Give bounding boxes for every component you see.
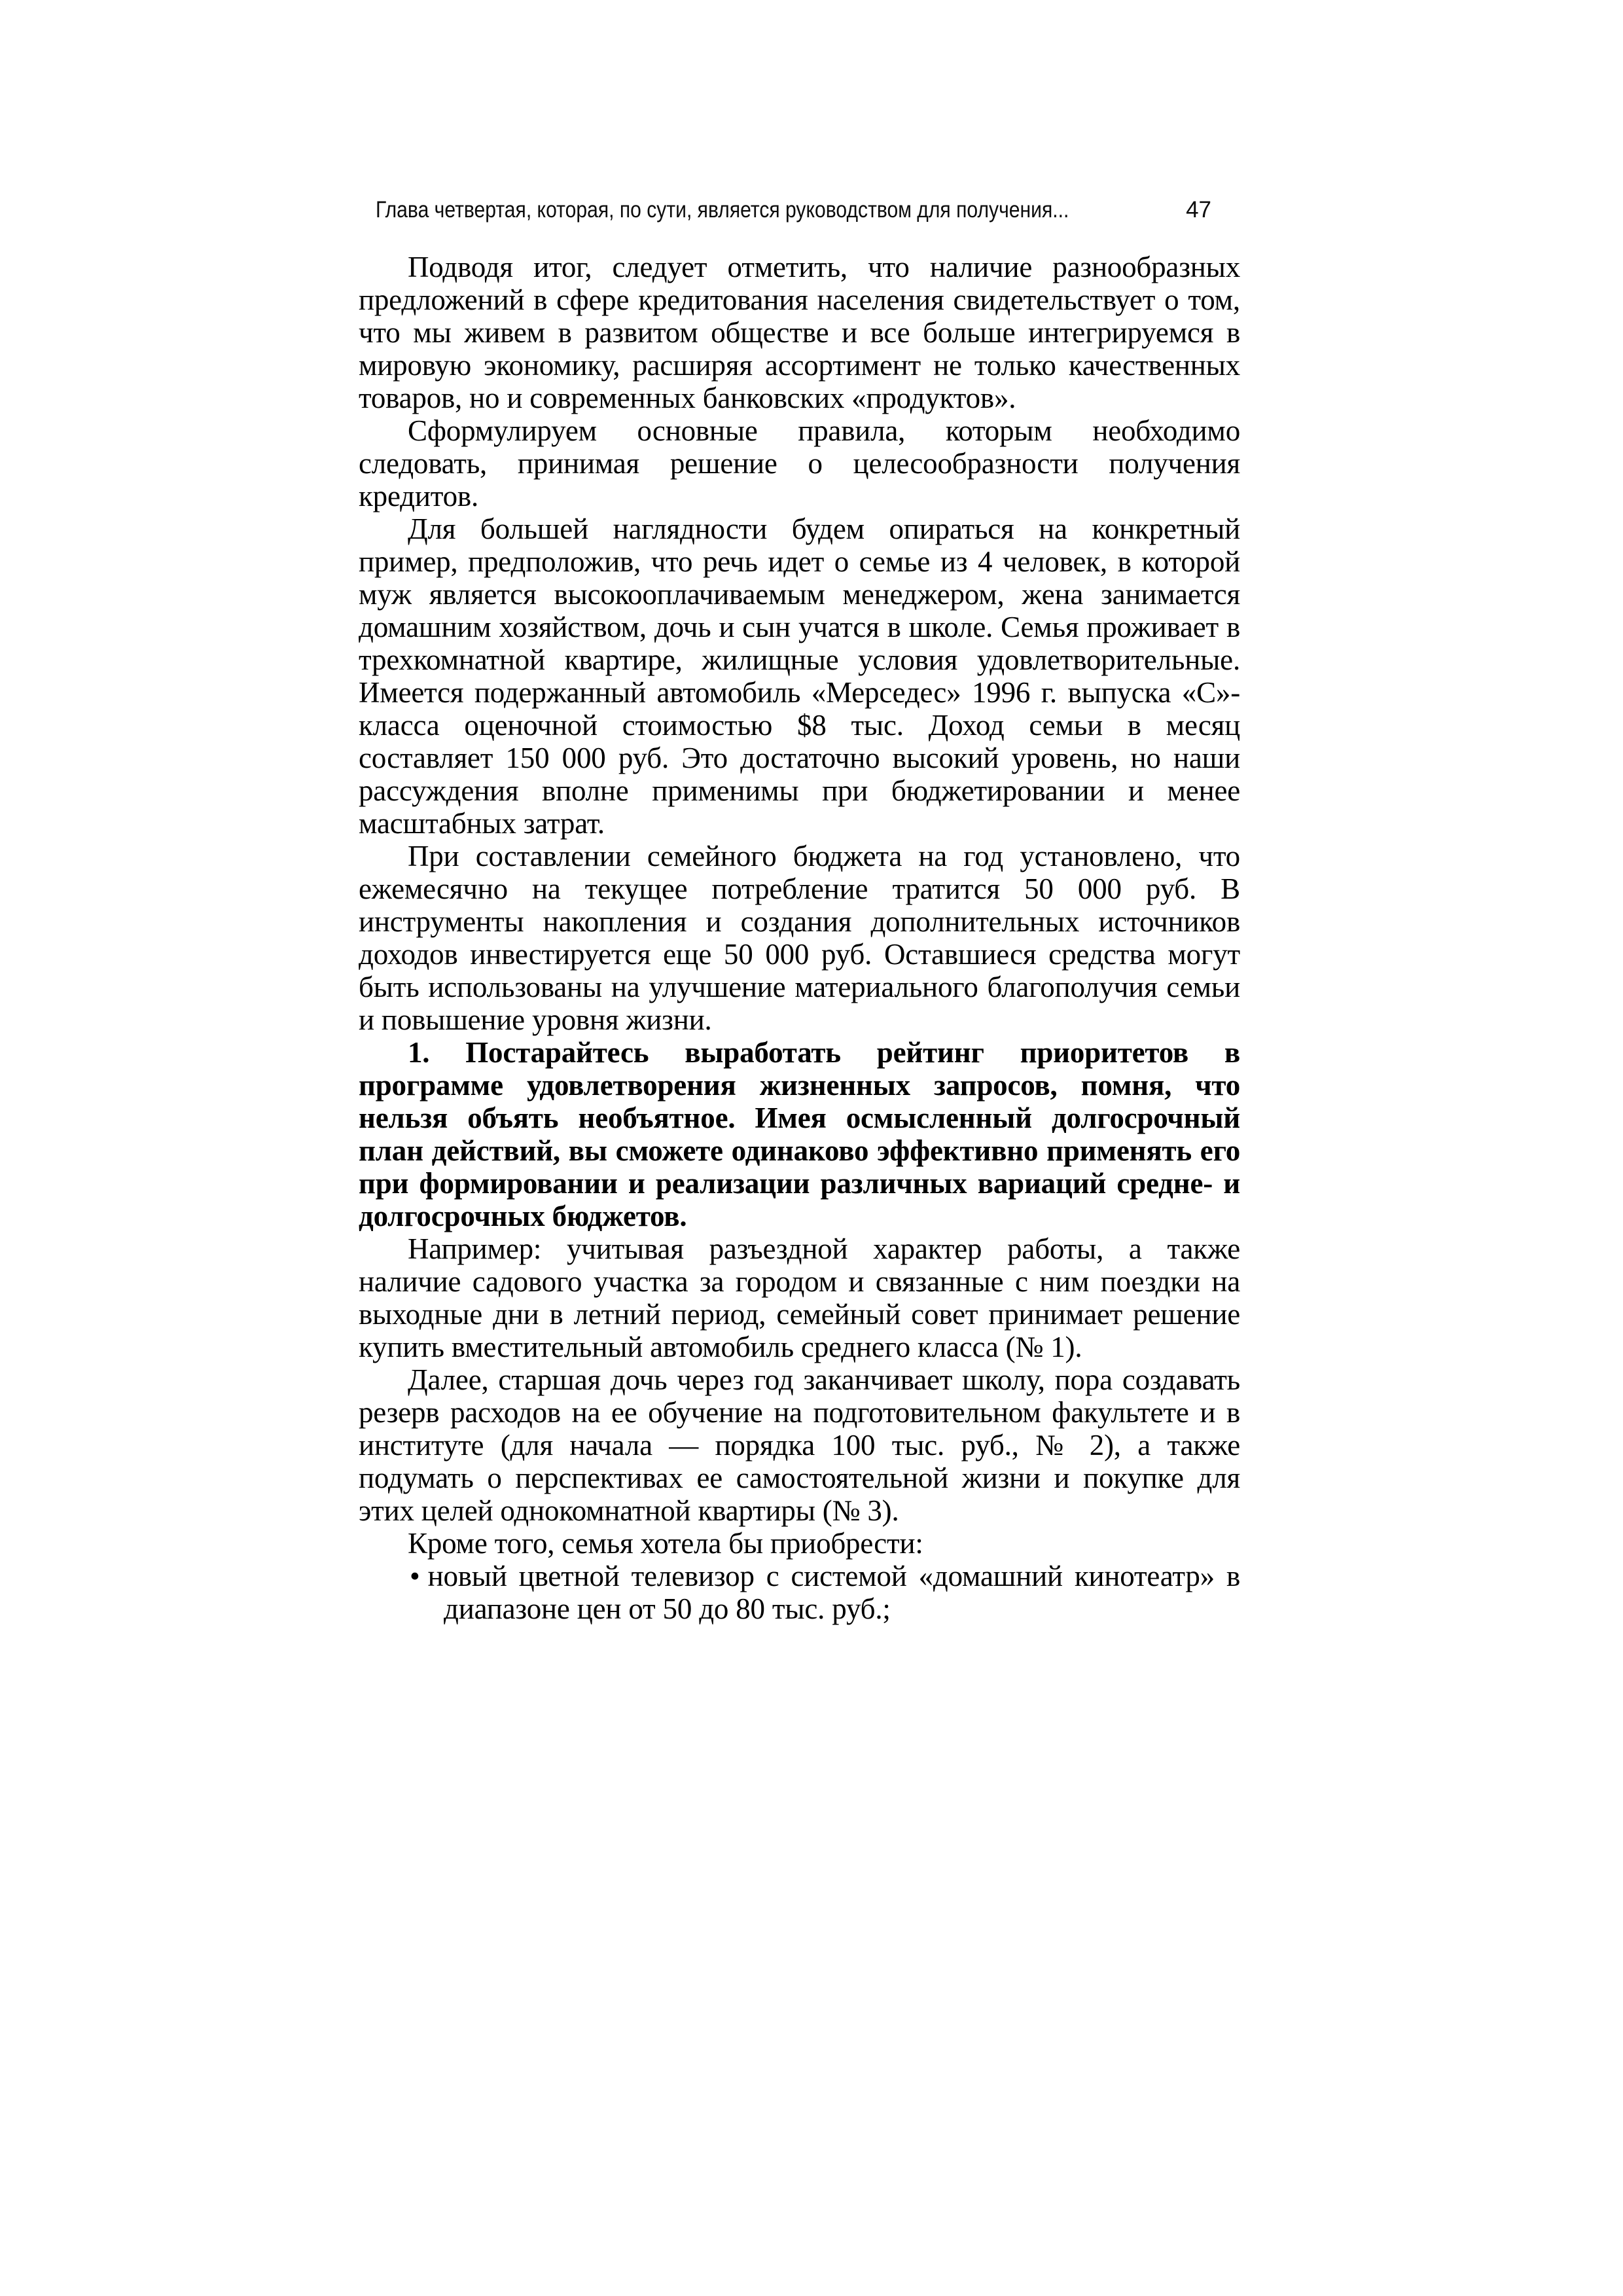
- wishlist-item: [359, 1560, 1240, 1625]
- paragraph-family-budget: При составлении семейного бюджета на год установлено, что ежемесячно на текущее потребление тратится 50 000 руб. В инструменты накопления и создания дополнительных источников доходов инвестируется еще 50 000 руб. Оставшиеся средства могут быть использованы на улучшение материального благополучия семьи и повышение уровня жизни.: [359, 840, 1240, 1036]
- paragraph-example-family: Для большей наглядности будем опираться на конкретный пример, предположив, что речь идет о семье из 4 человек, в которой муж является высокооплачиваемым менеджером, жена занимается домашним хозяйством, дочь и сын учатся в школе. Семья проживает в трехкомнатной квартире, жилищные условия удовлетворительные. Имеется подержанный автомобиль «Мерседес» 1996 г. выпуска «С»-класса оценочной стоимостью $8 тыс. Доход семьи в месяц составляет 150 000 руб. Это достаточно высокий уровень, но наши рассуждения вполне применимы при бюджетировании и менее масштабных затрат.: [359, 512, 1240, 840]
- paragraph-summary: Подводя итог, следует отметить, что наличие разнообразных предложений в сфере кредитования населения свидетельствует о том, что мы живем в развитом обществе и все больше интегрируемся в мировую экономику, расширяя ассортимент не только качественных товаров, но и современных банковских «продуктов».: [359, 251, 1240, 414]
- bullet-icon: •: [410, 1560, 420, 1592]
- page-number: 47: [1186, 197, 1211, 223]
- paragraph-rules-intro: Сформулируем основные правила, которым необходимо следовать, принимая решение о целесообразности получения кредитов.: [359, 414, 1240, 512]
- paragraph-rule-1: 1. Постарайтесь выработать рейтинг приоритетов в программе удовлетворения жизненных запросов, помня, что нельзя объять необъятное. Имея осмысленный долгосрочный план действий, вы сможете одинаково эффективно применять его при формировании и реализации различных вариаций средне- и долгосрочных бюджетов.: [359, 1036, 1240, 1232]
- wishlist-item-text: новый цветной телевизор с системой «домашний кинотеатр» в диапазоне цен от 50 до 80 тыс. руб.;: [427, 1560, 1240, 1625]
- paragraph-wishlist-intro: Кроме того, семья хотела бы приобрести:: [408, 1527, 923, 1560]
- chapter-title: Глава четвертая, которая, по сути, является руководством для получения...: [376, 197, 1069, 223]
- running-header: [359, 197, 1240, 223]
- wishlist: [359, 1560, 1240, 1625]
- body-text: [359, 251, 1240, 1625]
- paragraph-example-car: Например: учитывая разъездной характер работы, а также наличие садового участка за городом и связанные с ним поездки на выходные дни в летний период, семейный совет принимает решение купить вместительный автомобиль среднего класса (№ 1).: [359, 1232, 1240, 1363]
- paragraph-daughter-education: Далее, старшая дочь через год заканчивает школу, пора создавать резерв расходов на ее обучение на подготовительном факультете и в институте (для начала — порядка 100 тыс. руб., № 2), а также подумать о перспективах ее самостоятельной жизни и покупке для этих целей однокомнатной квартиры (№ 3).: [359, 1363, 1240, 1527]
